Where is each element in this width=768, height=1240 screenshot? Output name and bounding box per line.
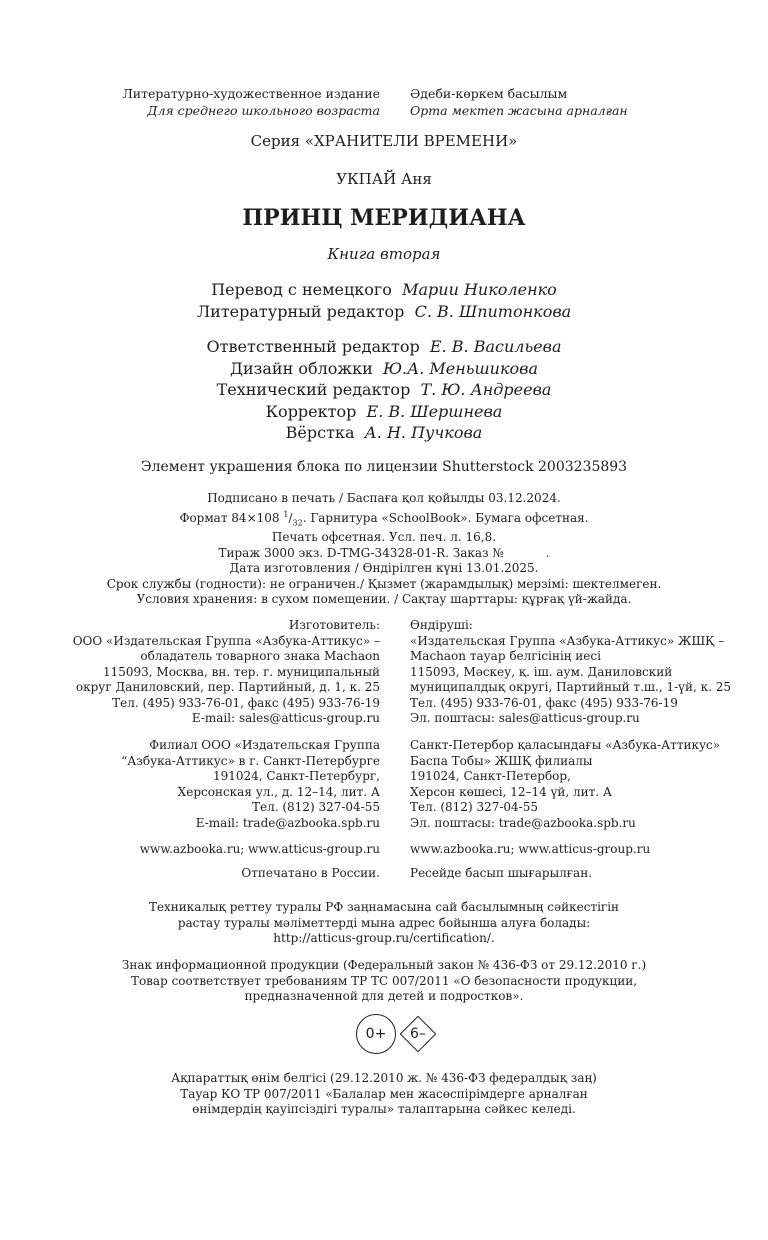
manufacturer-ru — [73, 618, 380, 727]
info-product-ru — [0, 958, 768, 1005]
credit-person: Е. В. Васильева — [429, 337, 562, 356]
credit-line — [0, 422, 768, 444]
manufacturer-kz-line: Тел. (495) 933-76-01, факс (495) 933-76-19 — [410, 695, 678, 710]
branch-ru-line: Херсонская ул., д. 12–14, лит. А — [177, 784, 380, 799]
imprint-storage: Условия хранения: в сухом помещении. / Сақтау шарттары: құрғақ үй-жайда. — [136, 592, 632, 607]
book-title: ПРИНЦ МЕРИДИАНА — [242, 205, 526, 231]
info-product-kz — [0, 1071, 768, 1118]
credit-line — [0, 336, 768, 358]
tech-kz-line: Техникалық реттеу туралы РФ заңнамасына сай басылымның сәйкестігін — [148, 900, 620, 914]
manufacturer-ru-line: округ Даниловский, пер. Партийный, д. 1, к. 25 — [75, 680, 380, 694]
credit-person: Е. В. Шершнева — [366, 401, 503, 421]
manufacturer-kz-line: «Издательская Группа «Азбука-Аттикус» ЖШҚ – — [410, 633, 725, 648]
imprint-made: Дата изготовления / Өндірілген күні 13.01.2025. — [229, 561, 539, 576]
info-ru-line: Товар соответствует требованиям ТР ТС 007/2011 «О безопасности продукции, — [130, 973, 638, 988]
credits-group-2 — [0, 336, 768, 444]
info-ru-line: предназначенной для детей и подростков». — [244, 989, 524, 1003]
branch-ru — [121, 738, 380, 831]
web-links-ru: www.azbooka.ru; www.atticus-group.ru — [139, 842, 380, 856]
imprint-print: Печать офсетная. Усл. печ. л. 16,8. — [271, 530, 497, 545]
imprint-format: Формат 84×108 $^1/_{32}$. Гарнитура «SchoolBook». Бумага офсетная. — [179, 509, 589, 527]
credits-group-1 — [0, 279, 768, 322]
credit-person: А. Н. Пучкова — [364, 423, 483, 442]
branch-kz-line: Баспа Тобы» ЖШҚ филиалы — [410, 753, 593, 768]
credit-line — [0, 401, 768, 423]
license-line: Элемент украшения блока по лицензии Shutterstock 2003235893 — [140, 459, 628, 475]
manufacturer-ru-line: ООО «Издательская Группа «Азбука-Аттикус» – — [72, 633, 380, 648]
manufacturer-ru-email: E-mail: sales@atticus-group.ru — [191, 711, 380, 725]
tech-regulation-kz — [0, 900, 768, 947]
manufacturer-ru-line: 115093, Москва, вн. тер. г. муниципальный — [102, 664, 380, 679]
branch-ru-line: Филиал ООО «Издательская Группа — [149, 738, 380, 752]
format-frac-num: 1 — [283, 509, 289, 519]
info-kz-line: өнімдердің қауіпсіздігі туралы» талаптарына сәйкес келеді. — [192, 1102, 576, 1116]
certification-url: http://atticus-group.ru/certification/. — [273, 931, 495, 945]
imprint-service: Срок службы (годности): не ограничен./ Қызмет (жарамдылық) мерзімі: шектелмеген. — [106, 576, 662, 591]
branch-kz — [410, 738, 720, 831]
manufacturer-ru-line: Тел. (495) 933-76-01, факс (495) 933-76-19 — [112, 695, 380, 710]
info-ru-line: Знак информационной продукции (Федеральный закон № 436-ФЗ от 29.12.2010 г.) — [121, 958, 647, 972]
branch-ru-line: Тел. (812) 327-04-55 — [252, 800, 380, 814]
credit-line — [0, 358, 768, 380]
manufacturer-ru-line: обладатель товарного знака Machaon — [140, 649, 380, 663]
manufacturer-kz-line: Өндіруші: — [410, 618, 473, 632]
credit-person: С. В. Шпитонкова — [414, 301, 572, 321]
tech-kz-line: растау туралы мәліметтерді мына адрес бойынша алуға болады: — [177, 915, 591, 930]
credit-role: Корректор — [265, 401, 357, 421]
branch-kz-line: 191024, Санкт-Петербор, — [410, 769, 571, 783]
branch-kz-line: Санкт-Петербор қаласындағы «Азбука-Аттикус» — [410, 738, 721, 752]
manufacturer-ru-line: Изготовитель: — [288, 618, 380, 632]
credit-role: Литературный редактор — [196, 301, 405, 321]
manufacturer-kz-line: Machaon тауар белгісінің иесі — [410, 649, 601, 663]
book-subtitle: Книга вторая — [327, 245, 441, 263]
branch-kz-line: Херсон көшесі, 12–14 үй, лит. А — [410, 784, 612, 799]
imprint-run: Тираж 3000 экз. D-TMG-34328-01-R. Заказ № . — [218, 545, 550, 560]
format-frac-den: 32 — [292, 517, 303, 527]
manufacturer-kz-email: Эл. поштасы: sales@atticus-group.ru — [410, 711, 640, 725]
edition-type-kz: Әдеби-көркем басылым — [410, 86, 568, 101]
credit-role: Технический редактор — [216, 380, 411, 399]
credit-role: Перевод с немецкого — [211, 280, 392, 299]
web-links-kz: www.azbooka.ru; www.atticus-group.ru — [410, 842, 651, 856]
credit-line — [0, 279, 768, 301]
branch-kz-line: Тел. (812) 327-04-55 — [410, 800, 538, 814]
credit-line — [0, 301, 768, 323]
edition-type-ru: Литературно-художественное издание — [122, 86, 380, 101]
credit-role: Ответственный редактор — [206, 337, 420, 356]
credit-role: Дизайн обложки — [229, 358, 373, 378]
imprint-signed: Подписано в печать / Баспаға қол қойылды 03.12.2024. — [207, 491, 561, 505]
age-rating-diamond-icon: 6– — [398, 1014, 438, 1054]
credit-line — [0, 379, 768, 401]
author-name: УКПАЙ Аня — [336, 170, 432, 188]
series-line: Серия «ХРАНИТЕЛИ ВРЕМЕНИ» — [250, 132, 518, 150]
printed-kz: Ресейде басып шығарылған. — [410, 866, 593, 880]
edition-age-ru: Для среднего школьного возраста — [147, 103, 380, 118]
credit-person: Ю.А. Меньшикова — [382, 358, 539, 378]
credit-person: Т. Ю. Андреева — [420, 380, 552, 399]
manufacturer-kz-line: 115093, Мәскеу, қ. іш. аум. Даниловский — [410, 664, 673, 679]
branch-kz-email: Эл. поштасы: trade@azbooka.spb.ru — [410, 815, 636, 830]
info-kz-line: Тауар КО ТР 007/2011 «Балалар мен жасөспірімдерге арналған — [180, 1086, 588, 1101]
age-rating-circle-icon: 0+ — [356, 1014, 396, 1054]
imprint-block — [0, 491, 768, 608]
manufacturer-kz-line: муниципалдық округі, Партийный т.ш., 1-үй, к. 25 — [410, 680, 731, 694]
printed-ru: Отпечатано в России. — [241, 866, 380, 880]
branch-ru-line: “Азбука-Аттикус» в г. Санкт-Петербурге — [121, 753, 380, 768]
edition-age-kz: Орта мектеп жасына арналған — [410, 103, 628, 118]
manufacturer-kz — [410, 618, 731, 727]
credit-person: Марии Николенко — [402, 280, 557, 299]
credit-role: Вёрстка — [285, 423, 355, 442]
info-kz-line: Ақпараттық өнім белгісі (29.12.2010 ж. № 436-ФЗ федералдық заң) — [171, 1071, 597, 1085]
branch-ru-line: 191024, Санкт-Петербург, — [212, 769, 380, 783]
branch-ru-email: E-mail: trade@azbooka.spb.ru — [195, 815, 380, 830]
